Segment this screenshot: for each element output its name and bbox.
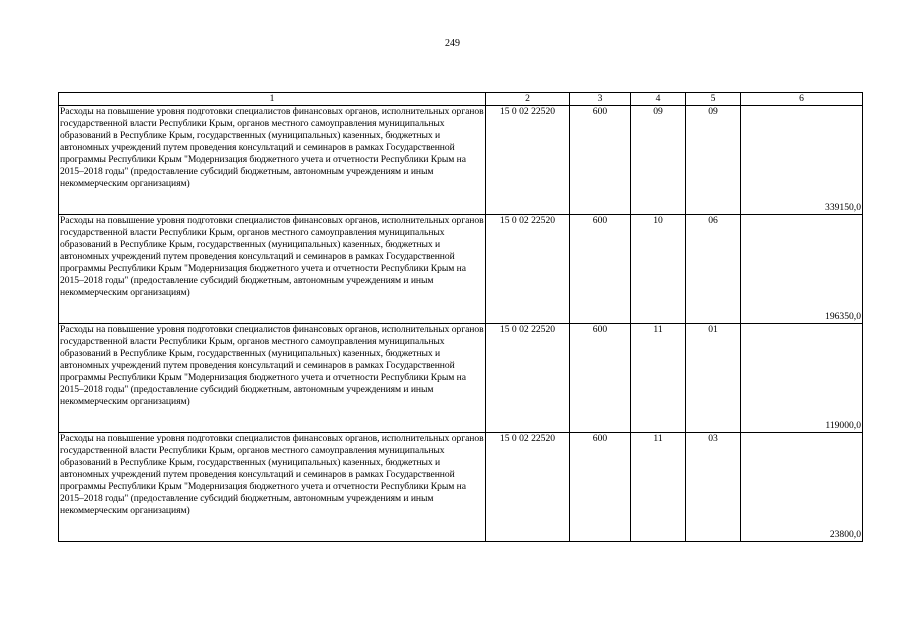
row-target-article-cell: 15 0 02 22520 — [486, 324, 570, 433]
row-name-cell: Расходы на повышение уровня подготовки специалистов финансовых органов, исполнительных органов государственной власти Республики Крым, органов местного самоуправления муниципальных образований в Республике Крым, государственных (муниципальных) казенных, бюджетных и автономных учреждений путем проведения консультаций и семинаров в рамках Государственной программы Республики Крым "Модернизация бюджетного учета и отчетности Республики Крым на 2015–2018 годы" (предоставление субсидий бюджетным, автономным учреждениям и иным некоммерческим организациям) — [59, 324, 486, 433]
row-amount-cell: 23800,0 — [741, 433, 863, 542]
row-target-article-cell: 15 0 02 22520 — [486, 433, 570, 542]
table-row — [59, 215, 863, 324]
row-expense-type-cell: 600 — [570, 215, 631, 324]
column-header-name: 1 — [59, 93, 486, 106]
row-name-cell: Расходы на повышение уровня подготовки специалистов финансовых органов, исполнительных органов государственной власти Республики Крым, органов местного самоуправления муниципальных образований в Республике Крым, государственных (муниципальных) казенных, бюджетных и автономных учреждений путем проведения консультаций и семинаров в рамках Государственной программы Республики Крым "Модернизация бюджетного учета и отчетности Республики Крым на 2015–2018 годы" (предоставление субсидий бюджетным, автономным учреждениям и иным некоммерческим организациям) — [59, 215, 486, 324]
row-target-article-cell: 15 0 02 22520 — [486, 215, 570, 324]
row-section-cell: 11 — [631, 433, 686, 542]
row-subsection-cell: 09 — [686, 106, 741, 215]
row-expense-type-cell: 600 — [570, 324, 631, 433]
page-number: 249 — [445, 38, 460, 49]
table-header-row — [59, 93, 863, 106]
row-section-cell: 11 — [631, 324, 686, 433]
row-expense-type-cell: 600 — [570, 106, 631, 215]
table-row — [59, 433, 863, 542]
column-header-target-article: 2 — [486, 93, 570, 106]
row-expense-type-cell: 600 — [570, 433, 631, 542]
budget-table — [58, 92, 863, 542]
column-header-expense-type: 3 — [570, 93, 631, 106]
row-section-cell: 09 — [631, 106, 686, 215]
row-subsection-cell: 03 — [686, 433, 741, 542]
row-name-cell: Расходы на повышение уровня подготовки специалистов финансовых органов, исполнительных органов государственной власти Республики Крым, органов местного самоуправления муниципальных образований в Республике Крым, государственных (муниципальных) казенных, бюджетных и автономных учреждений путем проведения консультаций и семинаров в рамках Государственной программы Республики Крым "Модернизация бюджетного учета и отчетности Республики Крым на 2015–2018 годы" (предоставление субсидий бюджетным, автономным учреждениям и иным некоммерческим организациям) — [59, 106, 486, 215]
column-header-subsection: 5 — [686, 93, 741, 106]
row-amount-cell: 119000,0 — [741, 324, 863, 433]
column-header-amount: 6 — [741, 93, 863, 106]
row-section-cell: 10 — [631, 215, 686, 324]
row-amount-cell: 339150,0 — [741, 106, 863, 215]
table-row — [59, 324, 863, 433]
row-name-cell: Расходы на повышение уровня подготовки специалистов финансовых органов, исполнительных органов государственной власти Республики Крым, органов местного самоуправления муниципальных образований в Республике Крым, государственных (муниципальных) казенных, бюджетных и автономных учреждений путем проведения консультаций и семинаров в рамках Государственной программы Республики Крым "Модернизация бюджетного учета и отчетности Республики Крым на 2015–2018 годы" (предоставление субсидий бюджетным, автономным учреждениям и иным некоммерческим организациям) — [59, 433, 486, 542]
row-subsection-cell: 06 — [686, 215, 741, 324]
column-header-section: 4 — [631, 93, 686, 106]
row-subsection-cell: 01 — [686, 324, 741, 433]
table-row — [59, 106, 863, 215]
row-amount-cell: 196350,0 — [741, 215, 863, 324]
row-target-article-cell: 15 0 02 22520 — [486, 106, 570, 215]
